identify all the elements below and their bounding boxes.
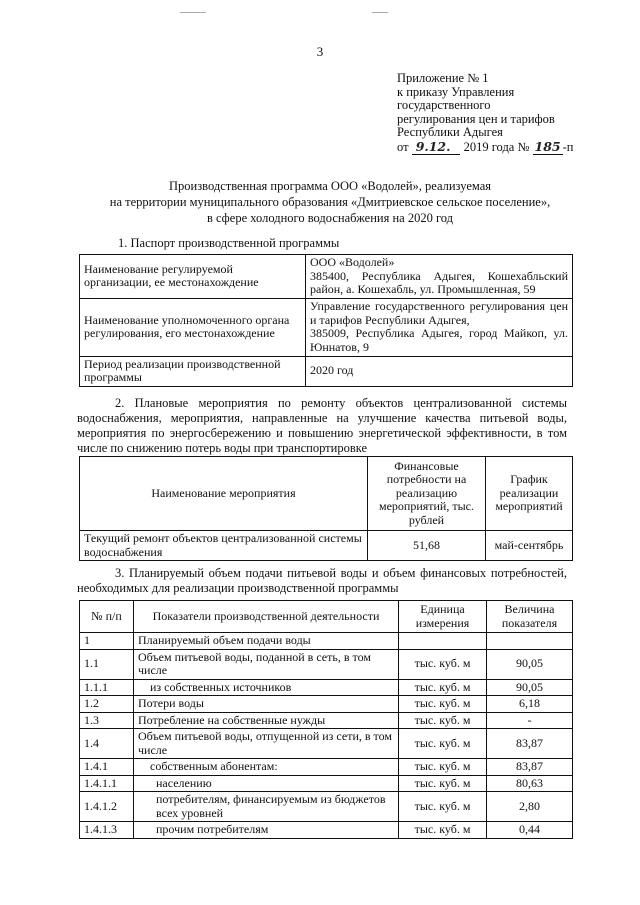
- appendix-line: регулирования цен и тарифов: [397, 111, 555, 126]
- col-header: Величина показателя: [487, 601, 573, 633]
- row-value: 80,63: [487, 775, 573, 792]
- passport-value: [306, 298, 573, 356]
- row-number: 1.2: [80, 696, 134, 713]
- appendix-line: Республики Адыгея: [397, 125, 503, 139]
- table-row: [80, 759, 573, 776]
- row-name: Объем питьевой воды, отпущенной из сети, в том числе: [134, 729, 399, 759]
- document-title: [60, 178, 600, 226]
- table-row: [80, 679, 573, 696]
- table-row: [80, 712, 573, 729]
- indicators-table: [79, 600, 573, 839]
- date-prefix: от: [397, 139, 409, 154]
- page-number: 3: [316, 44, 324, 59]
- section2-text: 2. Плановые мероприятия по ремонту объектов централизованной системы водоснабжения, мероприятия, направленные на улучшение качества питьевой воды, мероприятия по энергосбережению и повышению энергетической эффективности, в том числе по снижению потерь воды при транспортировке: [77, 396, 567, 455]
- table-row: [80, 633, 573, 650]
- col-header: № п/п: [80, 601, 134, 633]
- row-unit: тыс. куб. м: [399, 759, 487, 776]
- table-header-row: [80, 601, 573, 633]
- passport-label: Наименование уполномоченного органа регулирования, его местонахождение: [80, 298, 306, 356]
- passport-value: [306, 255, 573, 299]
- row-value: 90,05: [487, 649, 573, 679]
- row-name: Планируемый объем подачи воды: [134, 633, 399, 650]
- col-header: Показатели производственной деятельности: [134, 601, 399, 633]
- table-row: [80, 356, 573, 386]
- title-line: в сфере холодного водоснабжения на 2020 год: [206, 211, 454, 225]
- table-row: [80, 792, 573, 822]
- passport-table: [79, 254, 573, 387]
- row-value: 0,44: [487, 822, 573, 839]
- table-row: [80, 531, 573, 561]
- title-line: на территории муниципального образования «Дмитриевское сельское поселение»,: [109, 195, 551, 209]
- row-value: 6,18: [487, 696, 573, 713]
- table-row: [80, 298, 573, 356]
- col-header: График реализации мероприятий: [486, 457, 573, 531]
- table-row: [80, 775, 573, 792]
- row-number: 1.1.1: [80, 679, 134, 696]
- passport-value: 2020 год: [306, 356, 573, 386]
- row-name: Объем питьевой воды, поданной в сеть, в том числе: [134, 649, 399, 679]
- row-unit: тыс. куб. м: [399, 649, 487, 679]
- row-value: 90,05: [487, 679, 573, 696]
- handwritten-number: 185: [534, 138, 561, 154]
- title-line: Производственная программа ООО «Водолей», реализуемая: [168, 179, 491, 193]
- section3-text: 3. Планируемый объем подачи питьевой воды и объем финансовых потребностей, необходимых для реализации производственной программы: [77, 566, 567, 595]
- row-name: населению: [134, 775, 399, 792]
- year-text: 2019 года №: [463, 139, 530, 154]
- row-value: 2,80: [487, 792, 573, 822]
- measure-amount: 51,68: [368, 531, 486, 561]
- scan-mark-left: [180, 12, 206, 13]
- row-unit: тыс. куб. м: [399, 712, 487, 729]
- table-row: [80, 822, 573, 839]
- row-name: собственным абонентам:: [134, 759, 399, 776]
- row-number: 1.4.1.1: [80, 775, 134, 792]
- row-unit: тыс. куб. м: [399, 679, 487, 696]
- passport-label: Наименование регулируемой организации, ее местонахождение: [80, 255, 306, 299]
- measure-schedule: май-сентябрь: [486, 531, 573, 561]
- row-value: -: [487, 712, 573, 729]
- measures-table: [79, 456, 573, 561]
- row-unit: тыс. куб. м: [399, 822, 487, 839]
- table-row: [80, 729, 573, 759]
- col-header: Наименование мероприятия: [80, 457, 368, 531]
- appendix-block: [397, 72, 607, 154]
- handwritten-date: 9.12.: [412, 139, 461, 155]
- row-number: 1.4.1.3: [80, 822, 134, 839]
- row-value: 83,87: [487, 729, 573, 759]
- table-row: [80, 649, 573, 679]
- row-value: 83,87: [487, 759, 573, 776]
- row-unit: тыс. куб. м: [399, 696, 487, 713]
- row-name: Потребление на собственные нужды: [134, 712, 399, 729]
- value-line: Управление государственного регулирования цен и тарифов Республики Адыгея,: [310, 299, 568, 327]
- row-number: 1.4.1.2: [80, 792, 134, 822]
- table-row: [80, 255, 573, 299]
- row-value: [487, 633, 573, 650]
- scan-mark-right: [372, 12, 388, 13]
- row-unit: [399, 633, 487, 650]
- row-name: потребителям, финансируемым из бюджетов всех уровней: [134, 792, 399, 822]
- row-name: Потери воды: [134, 696, 399, 713]
- measure-name: Текущий ремонт объектов централизованной системы водоснабжения: [80, 531, 368, 561]
- row-name: прочим потребителям: [134, 822, 399, 839]
- value-line: 385400, Республика Адыгея, Кошехабльский район, а. Кошехабль, ул. Промышленная, 59: [310, 268, 568, 296]
- value-line: ООО «Водолей»: [310, 255, 395, 269]
- order-date-line: [397, 140, 607, 155]
- number-suffix: -п: [562, 139, 574, 154]
- table-header-row: [80, 457, 573, 531]
- row-number: 1: [80, 633, 134, 650]
- table-row: [80, 696, 573, 713]
- appendix-line: Приложение № 1: [397, 71, 489, 85]
- row-number: 1.4.1: [80, 759, 134, 776]
- row-number: 1.1: [80, 649, 134, 679]
- row-unit: тыс. куб. м: [399, 775, 487, 792]
- row-number: 1.4: [80, 729, 134, 759]
- col-header: Единица измерения: [399, 601, 487, 633]
- appendix-line: государственного: [397, 98, 491, 112]
- value-line: 385009, Республика Адыгея, город Майкоп, ул. Юннатов, 9: [310, 326, 568, 354]
- row-unit: тыс. куб. м: [399, 729, 487, 759]
- row-unit: тыс. куб. м: [399, 792, 487, 822]
- appendix-line: к приказу Управления: [397, 84, 515, 99]
- passport-label: Период реализации производственной программы: [80, 356, 306, 386]
- row-name: из собственных источников: [134, 679, 399, 696]
- section1-heading: 1. Паспорт производственной программы: [118, 236, 340, 250]
- row-number: 1.3: [80, 712, 134, 729]
- col-header: Финансовые потребности на реализацию мероприятий, тыс. рублей: [368, 457, 486, 531]
